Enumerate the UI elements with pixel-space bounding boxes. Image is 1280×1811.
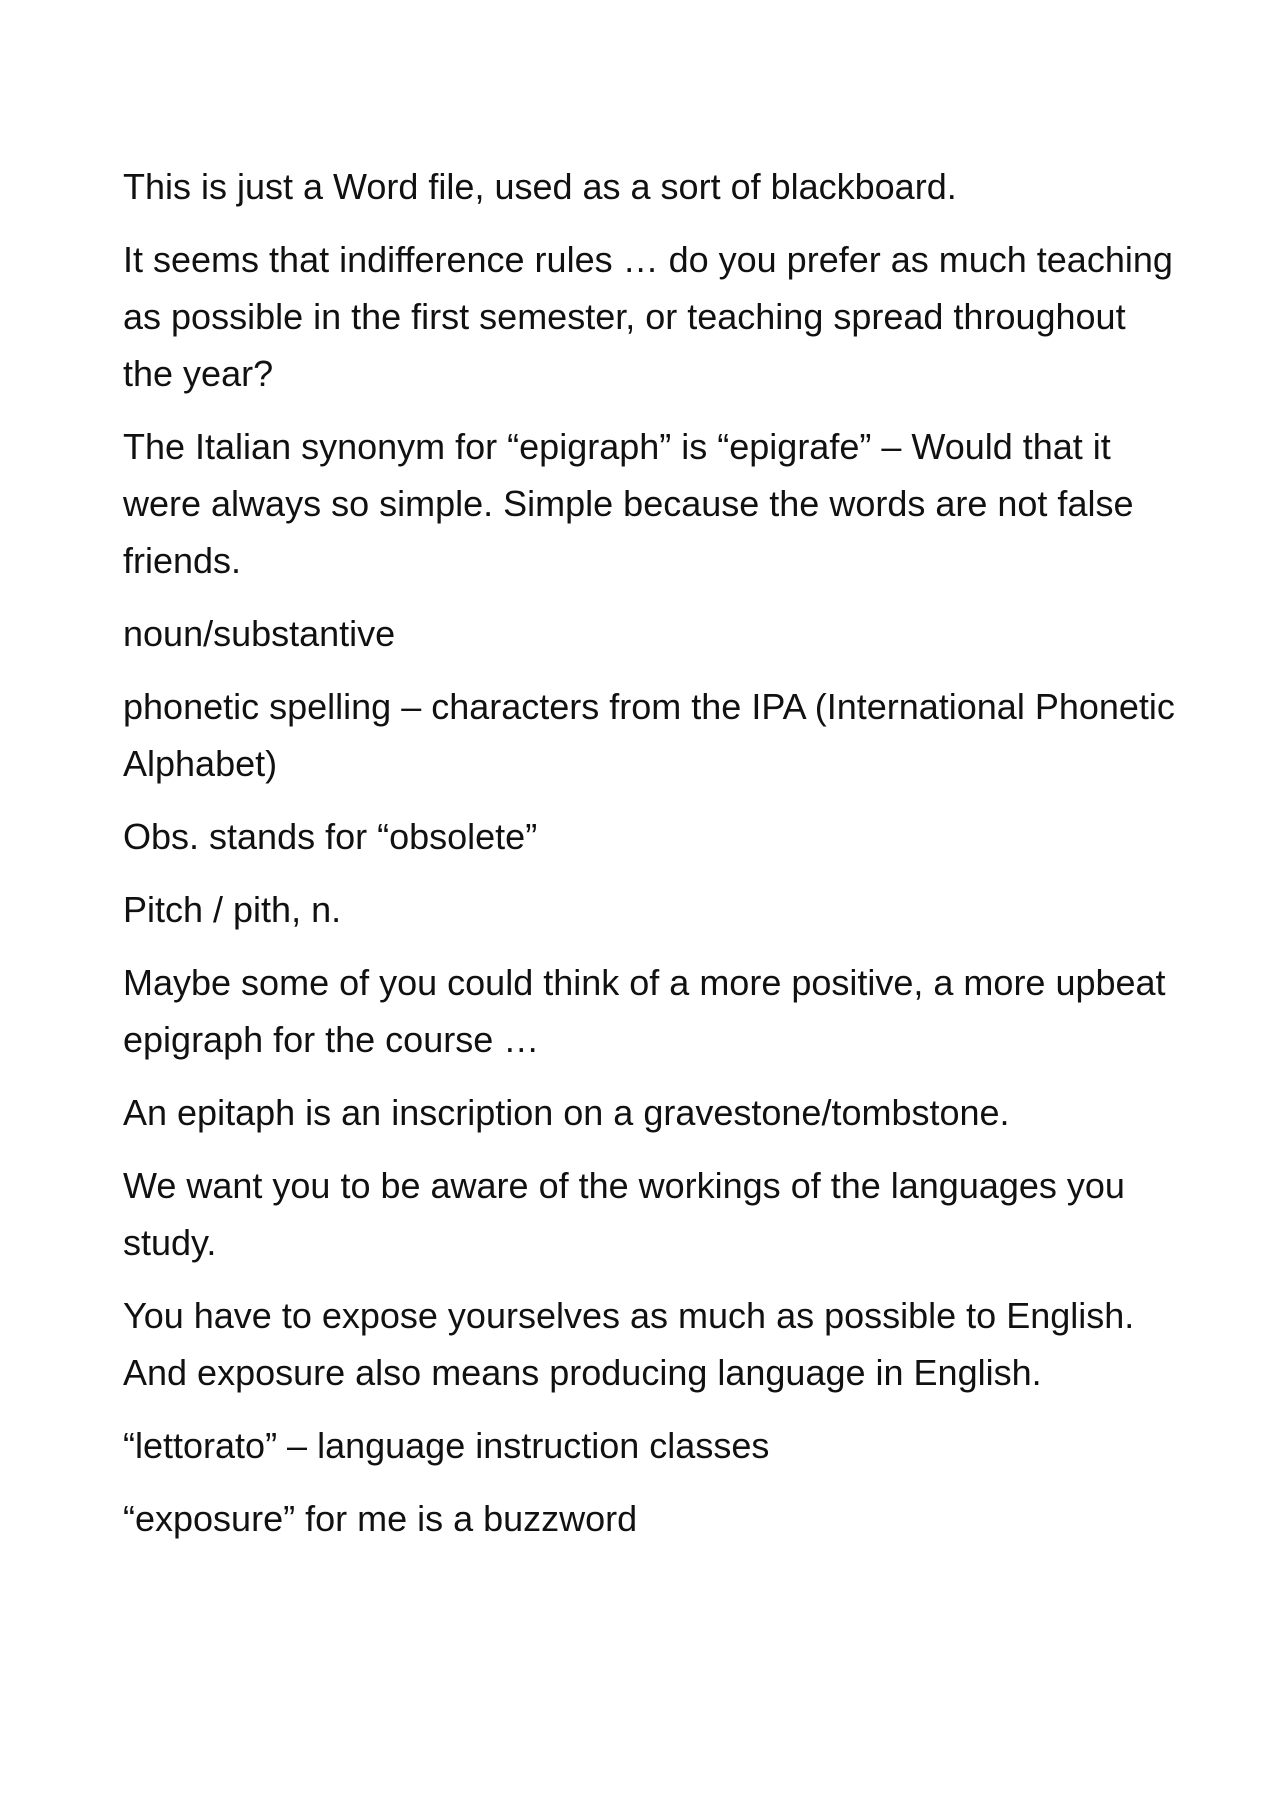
- document-body: [123, 158, 1183, 1563]
- paragraph-epigraph-synonym: The Italian synonym for “epigraph” is “epigrafe” – Would that it were always so simple. Simple because the words are not false friends.: [123, 426, 1134, 581]
- paragraph-noun-substantive: noun/substantive: [123, 613, 396, 654]
- paragraph-pitch-pith: Pitch / pith, n.: [123, 889, 342, 930]
- paragraph-exposure-english: You have to expose yourselves as much as possible to English. And exposure also means producing language in English.: [123, 1295, 1135, 1393]
- paragraph-upbeat-epigraph: Maybe some of you could think of a more positive, a more upbeat epigraph for the course …: [123, 962, 1166, 1060]
- paragraph-obsolete: Obs. stands for “obsolete”: [123, 816, 538, 857]
- paragraph-phonetic-spelling: phonetic spelling – characters from the IPA (International Phonetic Alphabet): [123, 686, 1175, 784]
- paragraph-lettorato: “lettorato” – language instruction classes: [123, 1425, 770, 1466]
- paragraph-workings-of-languages: We want you to be aware of the workings of the languages you study.: [123, 1165, 1125, 1263]
- paragraph-blackboard-note: This is just a Word file, used as a sort of blackboard.: [123, 166, 957, 207]
- paragraph-epitaph: An epitaph is an inscription on a gravestone/tombstone.: [123, 1092, 1010, 1133]
- paragraph-buzzword: “exposure” for me is a buzzword: [123, 1498, 638, 1539]
- paragraph-semester-question: It seems that indifference rules … do you prefer as much teaching as possible in the first semester, or teaching spread throughout the year?: [123, 239, 1173, 394]
